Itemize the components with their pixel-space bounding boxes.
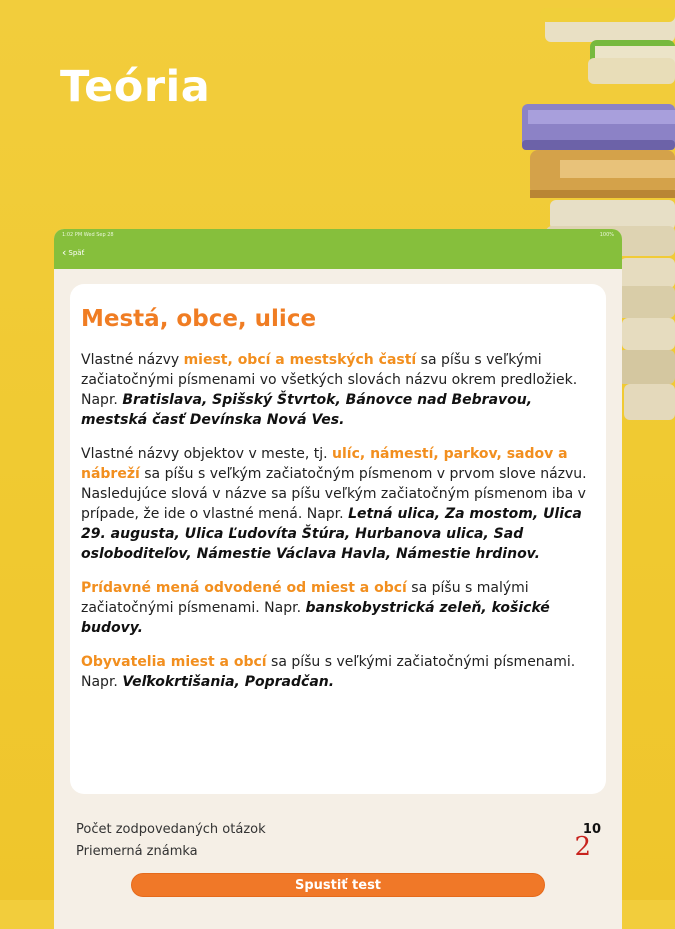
page-heading: Teória <box>60 62 211 112</box>
paragraph-streets: Vlastné názvy objektov v meste, tj. ulíc, námestí, parkov, sadov a nábreží sa píšu s veľkým začiatočným písmenom v prvom slove názvu. Nasledujúce slová v názve sa píšu veľkým začiatočným písmenom iba v prípade, že ide o vlastné mená. Napr. Letná ulica, Za mostom, Ulica 29. augusta, Ulica Ľudovíta Štúra, Hurbanova ulica, Sad osloboditeľov, Námestie Václava Havla, Námestie hrdinov. <box>81 446 587 562</box>
article-title: Mestá, obce, ulice <box>81 306 317 332</box>
example: Veľkokrtišania, Popradčan. <box>122 674 335 690</box>
answered-value: 10 <box>582 822 601 837</box>
answered-row <box>76 815 601 837</box>
navigation-bar <box>54 229 622 269</box>
highlight: Obyvatelia miest a obcí <box>81 654 267 670</box>
paragraph-cities: Vlastné názvy miest, obcí a mestských častí sa píšu s veľkými začiatočnými písmenami vo všetkých slovách názvu okrem predložiek. Napr. Bratislava, Spišský Štvrtok, Bánovce nad Bebravou, mestská časť Devínska Nová Ves. <box>81 352 578 428</box>
status-bar <box>62 232 614 238</box>
status-time: 1:02 PM Wed Sep 28 <box>62 232 114 238</box>
example: Bratislava, Spišský Štvrtok, Bánovce nad Bebravou, mestská časť Devínska Nová Ves. <box>81 392 533 428</box>
highlight: Prídavné mená odvodené od miest a obcí <box>81 580 407 596</box>
start-test-button[interactable]: Spustiť test <box>131 873 545 897</box>
back-label: Späť <box>68 249 85 257</box>
highlight: miest, obcí a mestských častí <box>183 352 417 368</box>
chevron-left-icon: ‹ <box>62 246 67 259</box>
grade-value: 2 <box>574 832 591 862</box>
test-stats <box>76 815 601 862</box>
back-button[interactable] <box>62 246 85 259</box>
highlight: ulíc, námestí, parkov, sadov a nábreží <box>81 446 568 482</box>
theory-card <box>70 284 606 794</box>
grade-row <box>76 832 601 862</box>
paragraph-inhabitants: Obyvatelia miest a obcí sa píšu s veľkými začiatočnými písmenami. Napr. Veľkokrtišania, Popradčan. <box>81 654 576 690</box>
grade-label: Priemerná známka <box>76 844 198 859</box>
example: banskobystrická zeleň, košické budovy. <box>81 600 550 636</box>
paragraph-adjectives: Prídavné mená odvodené od miest a obcí sa píšu s malými začiatočnými písmenami. Napr. banskobystrická zeleň, košické budovy. <box>81 580 550 636</box>
status-battery: 100% <box>599 232 614 238</box>
example: Letná ulica, Za mostom, Ulica 29. augusta, Ulica Ľudovíta Štúra, Hurbanova ulica, Sad osloboditeľov, Námestie Václava Havla, Námestie hrdinov. <box>81 506 582 562</box>
device-frame <box>54 229 622 929</box>
answered-label: Počet zodpovedaných otázok <box>76 822 266 837</box>
